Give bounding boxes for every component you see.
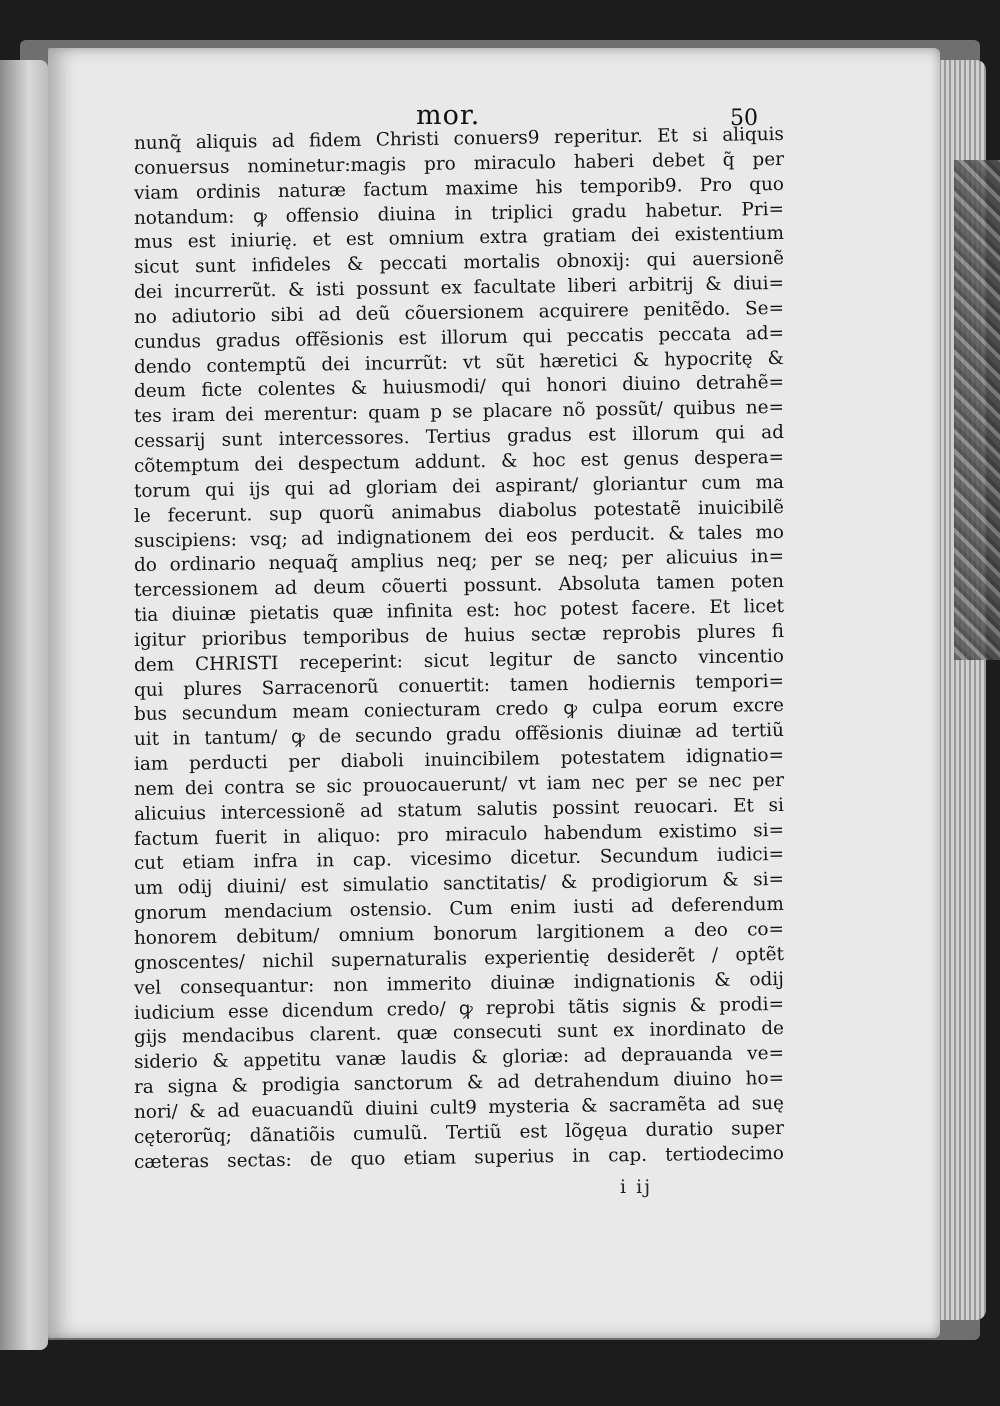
text-line: nori/ & ad euacuandũ diuini cult9 mysteria & sacramẽta ad suę bbox=[133, 1092, 785, 1123]
text-line: notandum: ꝙ offensio diuina in triplici gradu habetur. Pri= bbox=[133, 198, 785, 229]
text-line: ra signa & prodigia sanctorum & ad detrahendum diuino ho= bbox=[133, 1067, 785, 1099]
text-line: cundus gradus offẽsionis est illorum qui peccatis peccata ad= bbox=[133, 322, 785, 353]
book-page bbox=[48, 48, 940, 1338]
facing-page-edge bbox=[0, 60, 48, 1350]
text-line: bus secundum meam coniecturam credo ꝙ culpa eorum excre bbox=[133, 695, 785, 726]
text-line: igitur prioribus temporibus de huius sectæ reprobis plures fi bbox=[133, 620, 785, 651]
signature-mark: i ij bbox=[620, 1176, 653, 1198]
text-line: cut etiam infra in cap. vicesimo dicetur. Secundum iudici= bbox=[133, 844, 785, 875]
running-head: mor. bbox=[416, 100, 481, 131]
text-line: gnorum mendacium ostensio. Cum enim iusti ad deferendum bbox=[133, 894, 785, 925]
text-line: nunq̃ aliquis ad fidem Christi conuers9 reperitur. Et si aliquis bbox=[133, 123, 785, 154]
text-line: qui plures Sarracenorũ conuertit: tamen hodiernis tempori= bbox=[133, 670, 785, 701]
text-line: iam perducti per diaboli inuincibilem potestatem idignatio= bbox=[133, 745, 785, 776]
text-line: cæteras sectas: de quo etiam superius in cap. tertiodecimo bbox=[133, 1142, 785, 1173]
text-line: alicuius intercessionẽ ad statum salutis possint reuocari. Et si bbox=[133, 794, 785, 825]
text-line: tia diuinæ pietatis quæ infinita est: hoc potest facere. Et licet bbox=[133, 595, 785, 627]
text-line: gnoscentes/ nichil supernaturalis experientię desiderẽt / optẽt bbox=[133, 943, 785, 974]
text-line: um odij diuini/ est simulatio sanctitatis/ & prodigiorum & si= bbox=[133, 869, 785, 900]
text-line: le fecerunt. sup quorũ animabus diabolus potestatẽ inuicibilẽ bbox=[133, 496, 785, 527]
text-line: tes iram dei merentur: quam p se placare nõ possũt/ quibus ne= bbox=[133, 397, 785, 428]
text-line: siderio & appetitu vanæ laudis & gloriæ: ad deprauanda ve= bbox=[133, 1043, 785, 1074]
text-line: vel consequantur: non immerito diuinæ indignationis & odij bbox=[133, 968, 785, 999]
text-line: uit in tantum/ ꝙ de secundo gradu offẽsionis diuinæ ad tertiũ bbox=[133, 720, 785, 751]
page-header bbox=[48, 100, 940, 130]
text-line: dei incurrerũt. & isti possunt ex facultate liberi arbitrij & diui= bbox=[133, 272, 785, 304]
text-line: dendo contemptũ dei incurrũt: vt sũt hæretici & hypocritę & bbox=[133, 347, 785, 378]
text-line: cõtemptum dei despectum addunt. & hoc est genus despera= bbox=[133, 446, 785, 477]
text-line: mus est iniurię. et est omnium extra gratiam dei existentium bbox=[133, 223, 785, 254]
text-line: factum fuerit in aliquo: pro miraculo habendum existimo si= bbox=[133, 819, 785, 850]
text-line: tercessionem ad deum cõuerti possunt. Absoluta tamen poten bbox=[133, 571, 785, 602]
body-text bbox=[133, 123, 785, 1175]
text-line: iudicium esse dicendum credo/ ꝙ reprobi tãtis signis & prodi= bbox=[133, 993, 785, 1024]
text-line: no adiutorio sibi ad deũ cõuersionem acquirere penitẽdo. Se= bbox=[133, 297, 785, 328]
text-line: sicut sunt infideles & peccati mortalis obnoxij: qui auersionẽ bbox=[133, 248, 785, 279]
text-line: do ordinario nequaq̃ amplius neq; per se neq; per alicuius in= bbox=[133, 546, 785, 577]
folio-number: 50 bbox=[730, 106, 758, 131]
text-line: honorem debitum/ omnium bonorum largitionem a deo co= bbox=[133, 918, 785, 949]
text-line: gijs mendacibus clarent. quæ consecuti sunt ex inordinato de bbox=[133, 1018, 785, 1049]
marbled-endpaper bbox=[954, 160, 1000, 660]
text-line: torum qui ijs qui ad gloriam dei aspirant/ gloriantur cum ma bbox=[133, 471, 785, 502]
text-line: deum ficte colentes & huiusmodi/ qui honori diuino detrahẽ= bbox=[133, 372, 785, 403]
text-line: suscipiens: vsq; ad indignationem dei eos perducit. & tales mo bbox=[133, 521, 785, 552]
text-line: conuersus nominetur:magis pro miraculo haberi debet q̃ per bbox=[133, 148, 785, 179]
text-line: cessarij sunt intercessores. Tertius gradus est illorum qui ad bbox=[133, 422, 785, 453]
text-line: nem dei contra se sic prouocauerunt/ vt iam nec per se nec per bbox=[133, 769, 785, 800]
text-line: viam ordinis naturæ factum maxime his temporib9. Pro quo bbox=[133, 173, 785, 204]
text-line: dem CHRISTI receperint: sicut legitur de sancto vincentio bbox=[133, 645, 785, 676]
text-line: cęterorũq; dãnatiõis cumulũ. Tertiũ est lõgęua duratio super bbox=[133, 1117, 785, 1148]
